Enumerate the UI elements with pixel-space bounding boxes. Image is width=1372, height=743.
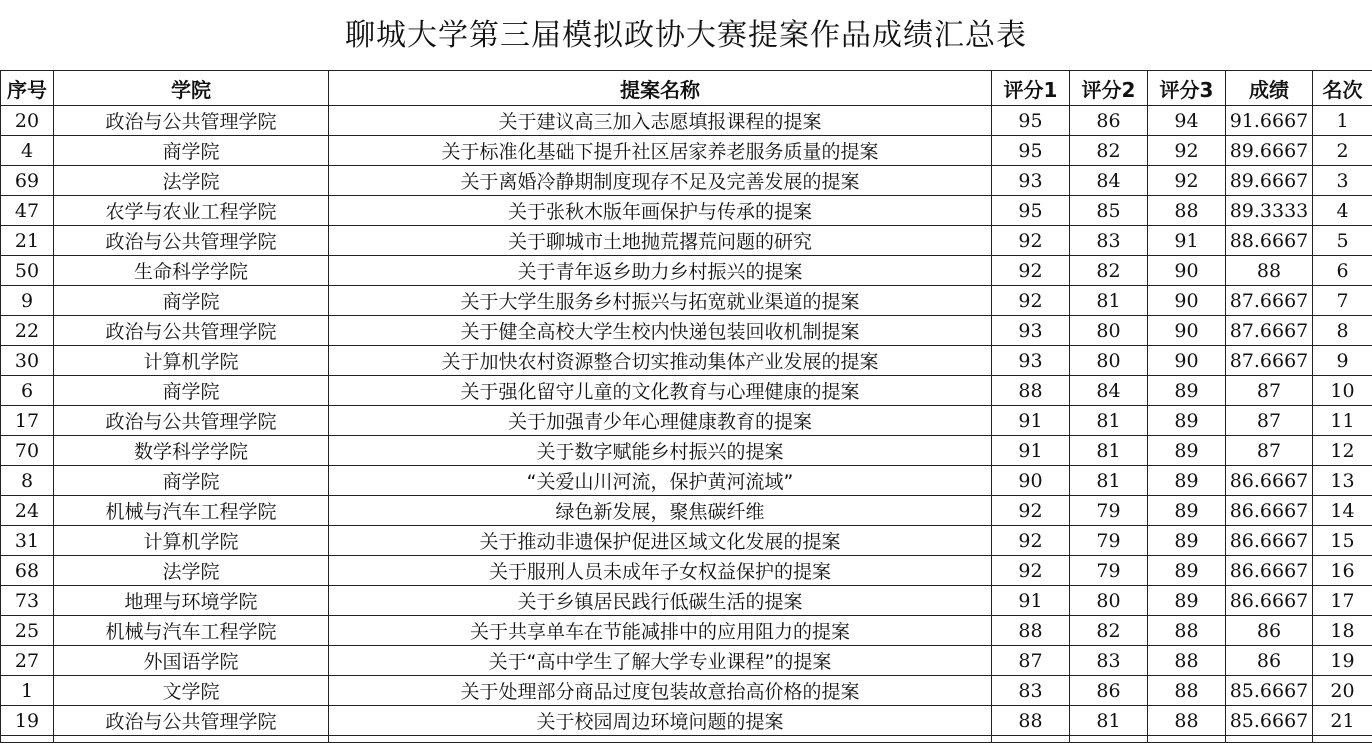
cell-proposal: 关于共享单车在节能减排中的应用阻力的提案 [329,616,992,646]
cell-college: 计算机学院 [54,346,329,376]
table-cell-empty [54,736,329,743]
cell-proposal: 关于加强青少年心理健康教育的提案 [329,406,992,436]
table-row-partial [1,736,1372,743]
cell-score2: 81 [1070,706,1148,736]
cell-score2: 79 [1070,556,1148,586]
cell-college: 政治与公共管理学院 [54,406,329,436]
cell-no: 30 [1,346,54,376]
cell-no: 70 [1,436,54,466]
cell-college: 文学院 [54,676,329,706]
cell-no: 19 [1,706,54,736]
cell-college: 机械与汽车工程学院 [54,616,329,646]
cell-rank: 9 [1313,346,1372,376]
cell-college: 政治与公共管理学院 [54,106,329,136]
cell-score2: 79 [1070,496,1148,526]
cell-score2: 82 [1070,616,1148,646]
cell-rank: 4 [1313,196,1372,226]
cell-final-score: 86.6667 [1226,496,1313,526]
cell-rank: 21 [1313,706,1372,736]
cell-score2: 79 [1070,526,1148,556]
table-cell-empty [1070,736,1148,743]
cell-score1: 93 [992,316,1070,346]
cell-score1: 92 [992,256,1070,286]
cell-score1: 88 [992,706,1070,736]
cell-score1: 88 [992,376,1070,406]
cell-college: 地理与环境学院 [54,586,329,616]
cell-no: 6 [1,376,54,406]
results-table [0,70,1372,743]
cell-final-score: 87 [1226,376,1313,406]
table-row [1,706,1372,736]
cell-score2: 84 [1070,376,1148,406]
cell-final-score: 87.6667 [1226,346,1313,376]
cell-score2: 81 [1070,466,1148,496]
cell-score3: 89 [1148,586,1226,616]
cell-rank: 8 [1313,316,1372,346]
cell-score1: 91 [992,406,1070,436]
cell-final-score: 85.6667 [1226,676,1313,706]
cell-rank: 1 [1313,106,1372,136]
cell-rank: 14 [1313,496,1372,526]
table-row [1,256,1372,286]
cell-score1: 83 [992,676,1070,706]
cell-proposal: 关于建议高三加入志愿填报课程的提案 [329,106,992,136]
cell-score2: 83 [1070,226,1148,256]
cell-rank: 7 [1313,286,1372,316]
page-title: 聊城大学第三届模拟政协大赛提案作品成绩汇总表 [0,0,1372,70]
cell-college: 政治与公共管理学院 [54,226,329,256]
cell-score1: 92 [992,556,1070,586]
col-header-score2: 评分2 [1070,71,1148,106]
cell-proposal: 关于离婚冷静期制度现存不足及完善发展的提案 [329,166,992,196]
cell-no: 17 [1,406,54,436]
table-row [1,316,1372,346]
cell-proposal: “关爱山川河流，保护黄河流域” [329,466,992,496]
cell-rank: 18 [1313,616,1372,646]
cell-score3: 89 [1148,496,1226,526]
table-row [1,436,1372,466]
cell-rank: 15 [1313,526,1372,556]
cell-no: 31 [1,526,54,556]
cell-score2: 82 [1070,256,1148,286]
table-row [1,586,1372,616]
cell-final-score: 87.6667 [1226,286,1313,316]
cell-final-score: 89.6667 [1226,166,1313,196]
cell-score3: 89 [1148,436,1226,466]
table-row [1,376,1372,406]
cell-proposal: 关于“高中学生了解大学专业课程”的提案 [329,646,992,676]
cell-proposal: 关于数字赋能乡村振兴的提案 [329,436,992,466]
cell-no: 24 [1,496,54,526]
table-cell-empty [992,736,1070,743]
cell-score1: 93 [992,166,1070,196]
cell-no: 73 [1,586,54,616]
cell-proposal: 关于校园周边环境问题的提案 [329,706,992,736]
cell-final-score: 86.6667 [1226,556,1313,586]
table-cell-empty [1148,736,1226,743]
cell-score3: 91 [1148,226,1226,256]
cell-proposal: 关于推动非遗保护促进区域文化发展的提案 [329,526,992,556]
cell-score3: 88 [1148,646,1226,676]
cell-final-score: 86 [1226,646,1313,676]
cell-final-score: 89.6667 [1226,136,1313,166]
cell-no: 25 [1,616,54,646]
cell-college: 政治与公共管理学院 [54,316,329,346]
cell-score1: 95 [992,196,1070,226]
cell-final-score: 88 [1226,256,1313,286]
cell-college: 商学院 [54,376,329,406]
cell-proposal: 关于标准化基础下提升社区居家养老服务质量的提案 [329,136,992,166]
table-cell-empty [1,736,54,743]
table-row [1,616,1372,646]
cell-proposal: 关于乡镇居民践行低碳生活的提案 [329,586,992,616]
table-cell-empty [329,736,992,743]
cell-no: 4 [1,136,54,166]
cell-college: 外国语学院 [54,646,329,676]
cell-score3: 90 [1148,256,1226,286]
table-row [1,556,1372,586]
cell-no: 69 [1,166,54,196]
cell-no: 20 [1,106,54,136]
cell-score1: 88 [992,616,1070,646]
cell-score1: 93 [992,346,1070,376]
cell-score3: 88 [1148,676,1226,706]
cell-college: 商学院 [54,286,329,316]
table-row [1,226,1372,256]
cell-score1: 92 [992,226,1070,256]
cell-final-score: 87 [1226,436,1313,466]
cell-no: 1 [1,676,54,706]
cell-final-score: 91.6667 [1226,106,1313,136]
cell-proposal: 关于大学生服务乡村振兴与拓宽就业渠道的提案 [329,286,992,316]
cell-score2: 81 [1070,286,1148,316]
cell-college: 商学院 [54,136,329,166]
cell-score2: 86 [1070,676,1148,706]
cell-college: 生命科学学院 [54,256,329,286]
cell-no: 27 [1,646,54,676]
cell-college: 法学院 [54,166,329,196]
cell-college: 政治与公共管理学院 [54,706,329,736]
cell-no: 9 [1,286,54,316]
cell-college: 农学与农业工程学院 [54,196,329,226]
cell-rank: 17 [1313,586,1372,616]
cell-score3: 90 [1148,316,1226,346]
cell-score2: 81 [1070,406,1148,436]
cell-rank: 11 [1313,406,1372,436]
col-header-no: 序号 [1,71,54,106]
col-header-rank: 名次 [1313,71,1372,106]
cell-final-score: 86.6667 [1226,466,1313,496]
cell-score2: 81 [1070,436,1148,466]
cell-college: 商学院 [54,466,329,496]
table-row [1,136,1372,166]
cell-rank: 13 [1313,466,1372,496]
cell-score2: 84 [1070,166,1148,196]
cell-rank: 16 [1313,556,1372,586]
cell-college: 数学科学学院 [54,436,329,466]
cell-score3: 94 [1148,106,1226,136]
cell-score3: 92 [1148,166,1226,196]
cell-final-score: 88.6667 [1226,226,1313,256]
table-row [1,496,1372,526]
header-row [1,71,1372,106]
cell-score2: 80 [1070,346,1148,376]
cell-college: 法学院 [54,556,329,586]
cell-rank: 5 [1313,226,1372,256]
cell-final-score: 87.6667 [1226,316,1313,346]
cell-score2: 83 [1070,646,1148,676]
cell-final-score: 89.3333 [1226,196,1313,226]
cell-no: 8 [1,466,54,496]
table-row [1,346,1372,376]
cell-proposal: 关于健全高校大学生校内快递包装回收机制提案 [329,316,992,346]
cell-score3: 89 [1148,406,1226,436]
cell-score1: 92 [992,286,1070,316]
table-body [1,106,1372,743]
cell-proposal: 关于青年返乡助力乡村振兴的提案 [329,256,992,286]
cell-score3: 89 [1148,556,1226,586]
cell-rank: 3 [1313,166,1372,196]
cell-rank: 10 [1313,376,1372,406]
col-header-final-score: 成绩 [1226,71,1313,106]
cell-score2: 86 [1070,106,1148,136]
cell-final-score: 87 [1226,406,1313,436]
cell-score1: 92 [992,526,1070,556]
cell-proposal: 关于聊城市土地抛荒撂荒问题的研究 [329,226,992,256]
cell-score2: 85 [1070,196,1148,226]
cell-proposal: 关于处理部分商品过度包装故意抬高价格的提案 [329,676,992,706]
cell-score3: 90 [1148,286,1226,316]
table-row [1,466,1372,496]
cell-score3: 88 [1148,196,1226,226]
cell-final-score: 86.6667 [1226,586,1313,616]
col-header-score3: 评分3 [1148,71,1226,106]
cell-rank: 12 [1313,436,1372,466]
col-header-proposal: 提案名称 [329,71,992,106]
cell-final-score: 86.6667 [1226,526,1313,556]
cell-score3: 90 [1148,346,1226,376]
cell-score2: 80 [1070,316,1148,346]
cell-no: 68 [1,556,54,586]
cell-score3: 89 [1148,376,1226,406]
col-header-score1: 评分1 [992,71,1070,106]
cell-score3: 89 [1148,526,1226,556]
table-row [1,526,1372,556]
cell-rank: 20 [1313,676,1372,706]
cell-proposal: 绿色新发展，聚焦碳纤维 [329,496,992,526]
cell-score1: 92 [992,496,1070,526]
cell-rank: 19 [1313,646,1372,676]
cell-no: 50 [1,256,54,286]
cell-no: 22 [1,316,54,346]
col-header-college: 学院 [54,71,329,106]
cell-proposal: 关于加快农村资源整合切实推动集体产业发展的提案 [329,346,992,376]
cell-score3: 88 [1148,616,1226,646]
table-row [1,676,1372,706]
table-cell-empty [1226,736,1313,743]
cell-score1: 91 [992,436,1070,466]
cell-score2: 80 [1070,586,1148,616]
table-cell-empty [1313,736,1372,743]
cell-final-score: 85.6667 [1226,706,1313,736]
cell-score3: 92 [1148,136,1226,166]
cell-final-score: 86 [1226,616,1313,646]
cell-score3: 88 [1148,706,1226,736]
cell-score1: 91 [992,586,1070,616]
cell-no: 47 [1,196,54,226]
cell-college: 机械与汽车工程学院 [54,496,329,526]
cell-rank: 2 [1313,136,1372,166]
cell-proposal: 关于服刑人员未成年子女权益保护的提案 [329,556,992,586]
cell-proposal: 关于张秋木版年画保护与传承的提案 [329,196,992,226]
cell-proposal: 关于强化留守儿童的文化教育与心理健康的提案 [329,376,992,406]
cell-score3: 89 [1148,466,1226,496]
cell-score2: 82 [1070,136,1148,166]
cell-rank: 6 [1313,256,1372,286]
table-row [1,286,1372,316]
cell-score1: 95 [992,106,1070,136]
table-row [1,406,1372,436]
cell-score1: 90 [992,466,1070,496]
table-row [1,196,1372,226]
table-row [1,166,1372,196]
cell-college: 计算机学院 [54,526,329,556]
cell-score1: 95 [992,136,1070,166]
cell-score1: 87 [992,646,1070,676]
table-row [1,646,1372,676]
table-row [1,106,1372,136]
cell-no: 21 [1,226,54,256]
